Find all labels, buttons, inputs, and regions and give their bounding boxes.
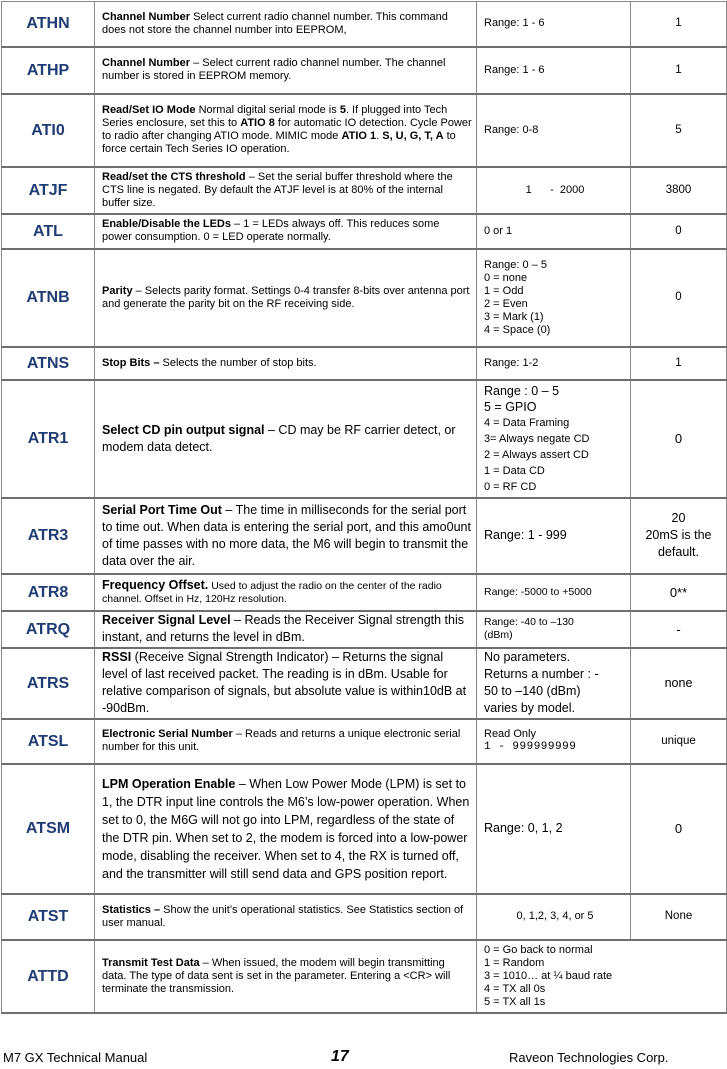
command-description	[95, 719, 477, 764]
footer-manual-title: M7 GX Technical Manual	[3, 1050, 148, 1065]
at-command-table	[1, 1, 727, 1014]
desc-part: Normal digital serial mode is	[195, 104, 340, 116]
command-range: Range: 1 - 999	[477, 498, 631, 574]
range-line: 0 = Go back to normal	[484, 943, 593, 956]
command-code: ATNS	[2, 347, 95, 380]
command-range	[477, 380, 631, 498]
command-description	[95, 764, 477, 894]
command-code: ATST	[2, 894, 95, 940]
command-description	[95, 940, 477, 1013]
command-description	[95, 167, 477, 214]
command-default: 1	[631, 347, 727, 380]
table-row	[2, 347, 727, 380]
table-row	[2, 2, 727, 47]
command-default: None	[631, 894, 727, 940]
range-line: Read Only	[484, 728, 536, 740]
range-line: 1 - 999999999	[484, 741, 577, 753]
range-line: Range: -40 to –130	[484, 616, 574, 628]
table-row	[2, 719, 727, 764]
command-default: 5	[631, 94, 727, 167]
command-range	[477, 719, 631, 764]
command-title: Serial Port Time Out	[102, 502, 222, 517]
range-line: varies by model.	[484, 701, 576, 715]
command-title: Channel Number	[102, 57, 191, 69]
command-title: Electronic Serial Number	[102, 728, 233, 740]
command-description	[95, 94, 477, 167]
range-line: 1 = Odd	[484, 284, 524, 297]
command-code: ATSL	[2, 719, 95, 764]
command-desc: Show the unit’s operational statistics. See Statistics section of user manual.	[102, 903, 464, 929]
command-desc: – Set the serial buffer threshold where the CTS line is negated. By default the ATJF level is at 80% of the internal buffer size.	[102, 170, 453, 209]
command-description	[95, 214, 477, 249]
command-title: Enable/Disable the LEDs	[102, 218, 231, 230]
command-description	[95, 498, 477, 574]
command-description	[95, 380, 477, 498]
command-default: 0	[631, 380, 727, 498]
range-line: 50 to –140 (dBm)	[484, 684, 581, 698]
desc-part: ATIO 1	[341, 130, 377, 142]
command-description	[95, 574, 477, 611]
range-line: 1 = Data CD	[484, 464, 545, 477]
default-line: 20mS is the	[645, 528, 712, 542]
range-line: 1 = Random	[484, 956, 545, 969]
command-desc: – Select current radio channel number. The channel number is stored in EEPROM memory.	[102, 57, 446, 82]
range-line: 2 = Always assert CD	[484, 448, 589, 461]
command-desc: – 1 = LEDs always off. This reduces some power consumption. 0 = LED operate normally.	[102, 218, 440, 243]
command-code: ATTD	[2, 940, 95, 1013]
range-line: 5 = GPIO	[484, 399, 537, 414]
range-line: 3= Always negate CD	[484, 432, 590, 445]
command-title: Read/set the CTS threshold	[102, 170, 246, 183]
table-row	[2, 47, 727, 94]
command-title: Select CD pin output signal	[102, 422, 265, 437]
table-row	[2, 611, 727, 648]
command-range: Range: 1 - 6	[477, 2, 631, 47]
command-description	[95, 2, 477, 47]
range-line: 2 = Even	[484, 297, 528, 310]
range-line: 0 = RF CD	[484, 480, 537, 493]
command-default: 3800	[631, 167, 727, 214]
command-title: Parity	[102, 284, 133, 297]
command-default: 0	[631, 249, 727, 347]
command-description	[95, 648, 477, 719]
page-footer	[0, 1050, 727, 1068]
command-description	[95, 894, 477, 940]
command-default: unique	[631, 719, 727, 764]
command-range: 0, 1,2, 3, 4, or 5	[477, 894, 631, 940]
table-row	[2, 94, 727, 167]
command-range: Range: 1 - 6	[477, 47, 631, 94]
range-line: No parameters.	[484, 650, 571, 664]
command-desc: – When issued, the modem will begin transmitting data. The type of data sent is set in the parameter. Entering a <CR> will terminate the transmission.	[102, 956, 451, 995]
range-line: 3 = Mark (1)	[484, 310, 544, 323]
command-range	[477, 611, 631, 648]
command-range: 0 or 1	[477, 214, 631, 249]
range-line: 4 = Data Framing	[484, 416, 570, 429]
range-line: Range: 0 – 5	[484, 258, 547, 271]
command-desc: – Reads the Receiver Signal strength this instant, and returns the level in dBm.	[102, 613, 465, 644]
command-title: Stop Bits –	[102, 356, 160, 369]
command-title: Frequency Offset.	[102, 577, 209, 592]
desc-part: 5	[339, 104, 346, 116]
command-title: Statistics –	[102, 903, 161, 916]
table-row	[2, 380, 727, 498]
range-line: 4 = TX all 0s	[484, 982, 546, 995]
range-line: 5 = TX all 1s	[484, 995, 546, 1008]
command-default: 0	[631, 764, 727, 894]
command-code: ATRQ	[2, 611, 95, 648]
range-line: Returns a number : -	[484, 667, 599, 681]
command-title: LPM Operation Enable	[102, 776, 236, 791]
command-code: ATI0	[2, 94, 95, 167]
command-code: ATSM	[2, 764, 95, 894]
table-row	[2, 940, 727, 1013]
range-line: 3 = 1010… at ¼ baud rate	[484, 969, 613, 982]
command-code: ATJF	[2, 167, 95, 214]
desc-part: ATIO 8	[240, 117, 275, 129]
command-code: ATR8	[2, 574, 95, 611]
command-title: Receiver Signal Level	[102, 613, 231, 627]
command-title: Read/Set IO Mode	[102, 104, 196, 116]
footer-page-number: 17	[331, 1048, 349, 1065]
command-desc: (Receive Signal Strength Indicator) – Returns the signal level of last received packet. The reading is in dBm. Usable for relative comparison of signals, but absolute value is within10dB at -90dBm.	[102, 650, 467, 715]
table-row	[2, 249, 727, 347]
command-desc: – When Low Power Mode (LPM) is set to 1, the DTR input line controls the M6’s low-power operation. When set to 0, the M6G will not go into LPM, regardless of the state of the DTR pin. When set to 2, the modem is forced into a low-power mode, disabling the receiver. When set to 4, the RX is turned off, and the transmitter will still send data and GPS position report.	[102, 776, 470, 881]
command-code: ATHN	[2, 2, 95, 47]
desc-part: to force certain Tech Series IO operation.	[102, 130, 456, 155]
command-default: -	[631, 611, 727, 648]
command-range: Range: -5000 to +5000	[477, 574, 631, 611]
command-default: none	[631, 648, 727, 719]
table-row	[2, 498, 727, 574]
command-range	[477, 249, 631, 347]
command-default: 1	[631, 47, 727, 94]
command-range: Range: 0-8	[477, 94, 631, 167]
command-range: Range: 1-2	[477, 347, 631, 380]
table-row	[2, 574, 727, 611]
command-code: ATRS	[2, 648, 95, 719]
desc-part: . If plugged into Tech Series enclosure, set this to	[102, 104, 448, 129]
command-default: 1	[631, 2, 727, 47]
range-line: 4 = Space (0)	[484, 323, 551, 336]
command-code: ATHP	[2, 47, 95, 94]
command-code: ATNB	[2, 249, 95, 347]
table-row	[2, 894, 727, 940]
command-desc: Select current radio channel number. This command does not store the channel number into EEPROM,	[102, 10, 448, 36]
command-default: 0**	[631, 574, 727, 611]
command-default: 0	[631, 214, 727, 249]
command-code: ATL	[2, 214, 95, 249]
desc-part: .	[376, 130, 383, 142]
command-desc: – Reads and returns a unique electronic serial number for this unit.	[102, 728, 461, 753]
command-desc: Selects the number of stop bits.	[159, 356, 317, 369]
command-default	[631, 498, 727, 574]
command-title: Channel Number	[102, 10, 191, 23]
command-range: Range: 0, 1, 2	[477, 764, 631, 894]
command-code: ATR3	[2, 498, 95, 574]
range-line: 0 = none	[484, 271, 528, 284]
range-line: (dBm)	[484, 629, 513, 641]
command-description	[95, 249, 477, 347]
command-title: RSSI	[102, 650, 132, 664]
table-row	[2, 764, 727, 894]
command-range	[477, 648, 631, 719]
command-title: Transmit Test Data	[102, 956, 200, 969]
default-line: default.	[657, 545, 699, 559]
command-desc: – CD may be RF carrier detect, or modem data detect.	[102, 422, 456, 454]
command-description	[95, 47, 477, 94]
range-line: Range : 0 – 5	[484, 383, 560, 398]
command-code: ATR1	[2, 380, 95, 498]
command-range: 1 - 2000	[477, 167, 631, 214]
table-row	[2, 648, 727, 719]
command-desc: – The time in milliseconds for the serial port to time out. When data is entering the serial port, and this amo0unt of time passes with no more data, the M6 will begin to transmit the data over the air.	[102, 502, 471, 568]
desc-part: S, U, G, T, A	[382, 130, 444, 142]
command-desc: Used to adjust the radio on the center of the radio channel. Offset in Hz, 120Hz resolution.	[102, 579, 442, 605]
table-row	[2, 214, 727, 249]
command-desc: – Selects parity format. Settings 0-4 transfer 8-bits over antenna port and generate the parity bit on the RF receiving side.	[102, 284, 470, 310]
command-description	[95, 611, 477, 648]
command-description	[95, 347, 477, 380]
command-range	[477, 940, 727, 1013]
table-row	[2, 167, 727, 214]
footer-company: Raveon Technologies Corp.	[509, 1050, 669, 1065]
desc-part: for automatic IO detection. Cycle Power to radio after changing ATIO mode. MIMIC mode	[102, 117, 472, 142]
default-line: 20	[671, 511, 686, 525]
